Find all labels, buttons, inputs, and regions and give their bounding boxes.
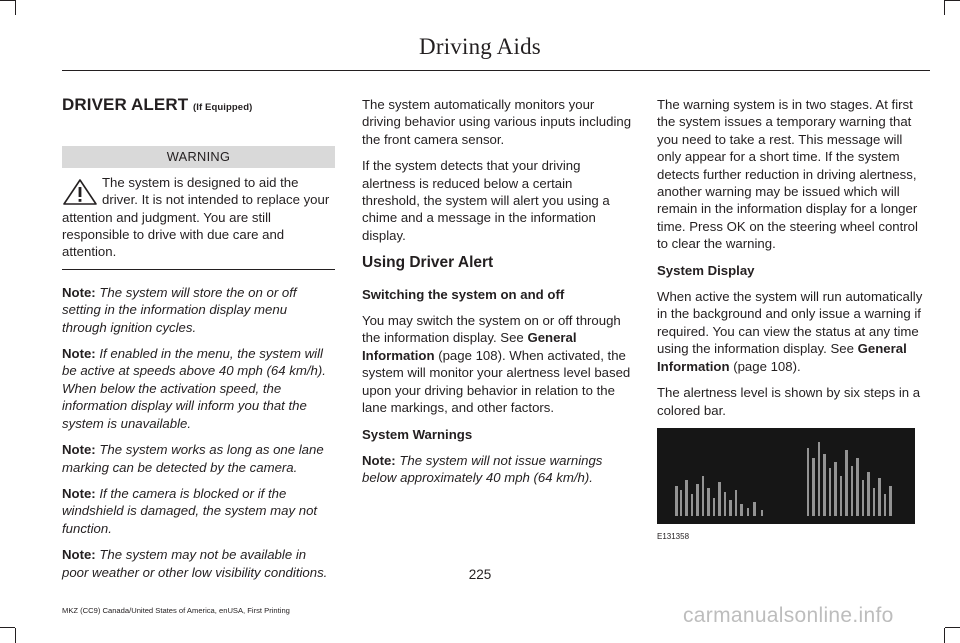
warning-text: The system is designed to aid the driver. It is not intended to replace your attention and judgment. You are still responsible to drive with due care and attention.: [62, 174, 330, 260]
warning-header: WARNING: [62, 146, 335, 167]
column-3: [657, 96, 929, 545]
paragraph: The alertness level is shown by six steps in a colored bar.: [657, 385, 921, 418]
subheading: System Warnings: [362, 426, 473, 442]
crop-mark: [15, 628, 16, 643]
note-item: Note: If enabled in the menu, the system will be active at speeds above 40 mph (64 km/h). When below the activation speed, the information display will inform you that the system is unavailable.: [62, 346, 326, 431]
figure-graphic: [657, 428, 915, 524]
page-number: 225: [468, 567, 492, 582]
alertness-display-image: [657, 428, 915, 524]
note-item: Note: The system will not issue warnings below approximately 40 mph (64 km/h).: [362, 452, 603, 486]
paragraph: The system automatically monitors your driving behavior using various inputs including the front camera sensor.: [362, 97, 632, 147]
column-1: [62, 96, 335, 590]
cross-reference-link[interactable]: General Information: [657, 341, 907, 374]
crop-mark: [944, 0, 945, 15]
subsection-heading: Using Driver Alert: [362, 254, 494, 272]
warning-triangle-icon: [62, 178, 98, 206]
paragraph: If the system detects that your driving alertness is reduced below a certain threshold, the system will alert you using a chime and a message in the information display.: [362, 158, 610, 243]
paragraph: When active the system will run automatically in the background and only issue a warning if required. You can view the status at any time using the information display. See General Information (page 108).: [657, 289, 923, 374]
footer-text: MKZ (CC9) Canada/United States of America, enUSA, First Printing: [62, 606, 290, 615]
heading-qualifier: (If Equipped): [193, 102, 253, 113]
note-item: Note: The system works as long as one lane marking can be detected by the camera.: [62, 442, 324, 475]
figure-caption: E131358: [657, 531, 690, 541]
note-item: Note: The system will store the on or off setting in the information display menu through ignition cycles.: [62, 284, 297, 335]
subheading: Switching the system on and off: [362, 286, 565, 302]
warning-rule: [62, 269, 335, 270]
crop-mark: [15, 0, 16, 15]
page-title: Driving Aids: [419, 34, 541, 59]
note-item: Note: The system may not be available in poor weather or other low visibility conditions.: [62, 547, 328, 580]
column-2: [362, 96, 632, 496]
heading-text: DRIVER ALERT: [62, 95, 189, 114]
title-rule: [62, 70, 930, 71]
section-heading: [62, 96, 335, 116]
watermark: carmanualsonline.info: [683, 604, 894, 627]
crop-mark: [945, 0, 960, 1]
subheading: System Display: [657, 262, 755, 278]
paragraph: The warning system is in two stages. At first the system issues a temporary warning that you need to take a rest. This message will only appear for a short time. If the system detects further reduction in driving alertness, another warning may be issued which will remain in the information display for a longer time. Press OK on the steering wheel control to clear the warning.: [657, 97, 918, 252]
paragraph: You may switch the system on or off through the information display. See General Information (page 108). When activated, the system will monitor your alertness level based upon your driving behavior in relation to the lane markings, and other factors.: [362, 313, 631, 416]
crop-mark: [0, 627, 15, 628]
crop-mark: [944, 628, 945, 643]
crop-mark: [945, 627, 960, 628]
note-item: Note: If the camera is blocked or if the windshield is damaged, the system may not function.: [62, 485, 318, 536]
crop-mark: [0, 0, 15, 1]
warning-body: [62, 174, 335, 261]
cross-reference-link[interactable]: General Information: [362, 330, 577, 363]
